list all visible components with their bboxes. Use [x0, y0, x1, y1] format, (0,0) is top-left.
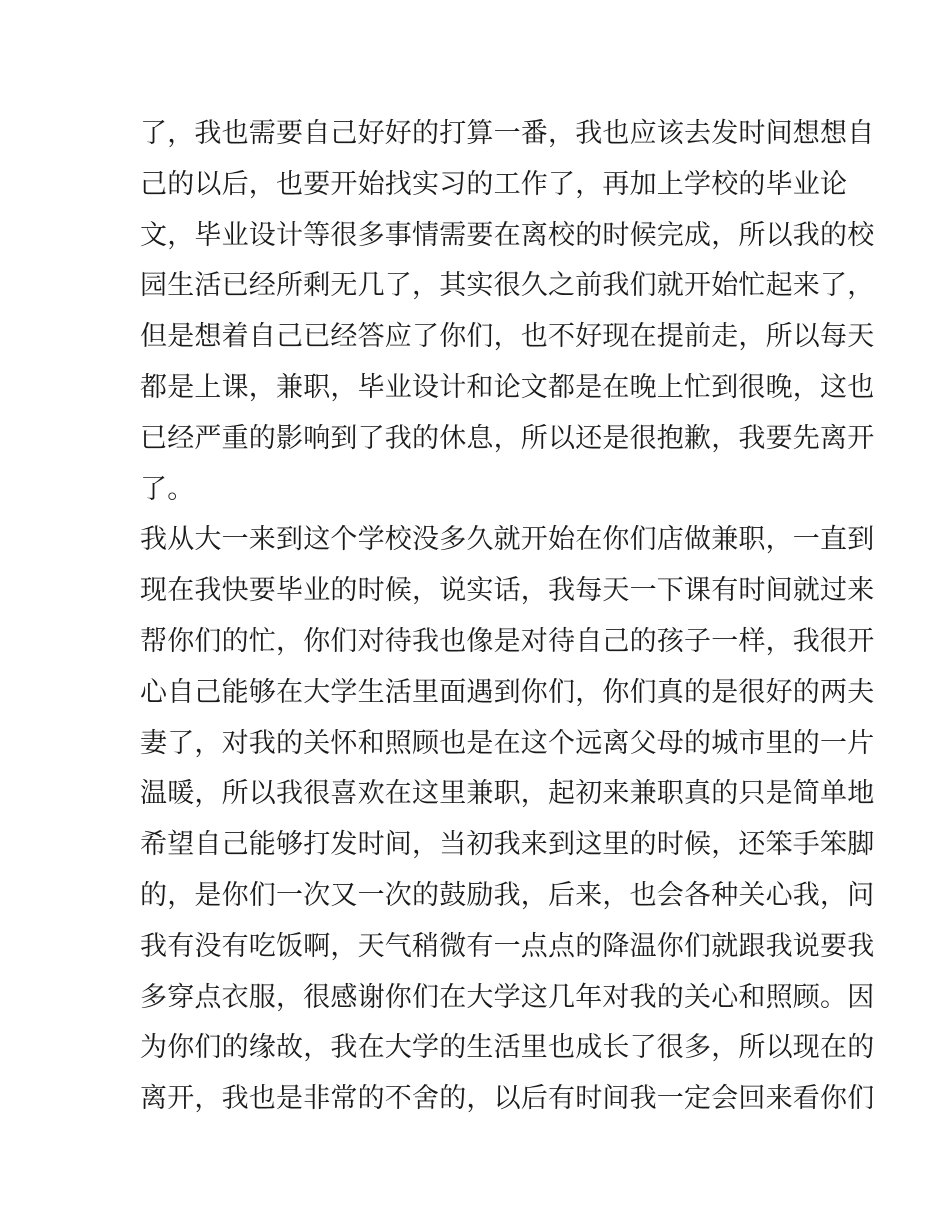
paragraph-2	[140, 515, 875, 1125]
text-line: 心自己能够在大学生活里面遇到你们，你们真的是很好的两夫	[140, 676, 875, 708]
text-line: 己的以后，也要开始找实习的工作了，再加上学校的毕业论	[140, 168, 848, 200]
text-line: 了，我也需要自己好好的打算一番，我也应该去发时间想想自	[140, 118, 875, 149]
text-line: 帮你们的忙，你们对待我也像是对待自己的孩子一样，我很开	[140, 625, 875, 657]
text-line: 我从大一来到这个学校没多久就开始在你们店做兼职，一直到	[140, 524, 875, 556]
text-line: 为你们的缘故，我在大学的生活里也成长了很多，所以现在的	[140, 1032, 875, 1064]
text-line: 文，毕业设计等很多事情需要在离校的时候完成，所以我的校	[140, 219, 875, 251]
text-line: 了。	[140, 473, 195, 505]
text-line: 都是上课，兼职，毕业设计和论文都是在晚上忙到很晚，这也	[140, 371, 875, 403]
text-line: 离开，我也是非常的不舍的，以后有时间我一定会回来看你们	[140, 1083, 875, 1115]
letter-body	[140, 109, 875, 1125]
text-line: 但是想着自己已经答应了你们，也不好现在提前走，所以每天	[140, 321, 875, 353]
paragraph-1	[140, 109, 875, 515]
text-line: 已经严重的影响到了我的休息，所以还是很抱歉，我要先离开	[140, 422, 875, 454]
text-line: 多穿点衣服，很感谢你们在大学这几年对我的关心和照顾。因	[140, 981, 875, 1013]
text-line: 现在我快要毕业的时候，说实话，我每天一下课有时间就过来	[140, 575, 875, 607]
text-line: 我有没有吃饭啊，天气稍微有一点点的降温你们就跟我说要我	[140, 930, 875, 962]
text-line: 的，是你们一次又一次的鼓励我，后来，也会各种关心我，问	[140, 879, 875, 911]
text-line: 希望自己能够打发时间，当初我来到这里的时候，还笨手笨脚	[140, 829, 875, 861]
text-line: 温暖，所以我很喜欢在这里兼职，起初来兼职真的只是简单地	[140, 778, 875, 810]
text-line: 妻了，对我的关怀和照顾也是在这个远离父母的城市里的一片	[140, 727, 875, 759]
text-line: 园生活已经所剩无几了，其实很久之前我们就开始忙起来了，	[140, 270, 875, 302]
